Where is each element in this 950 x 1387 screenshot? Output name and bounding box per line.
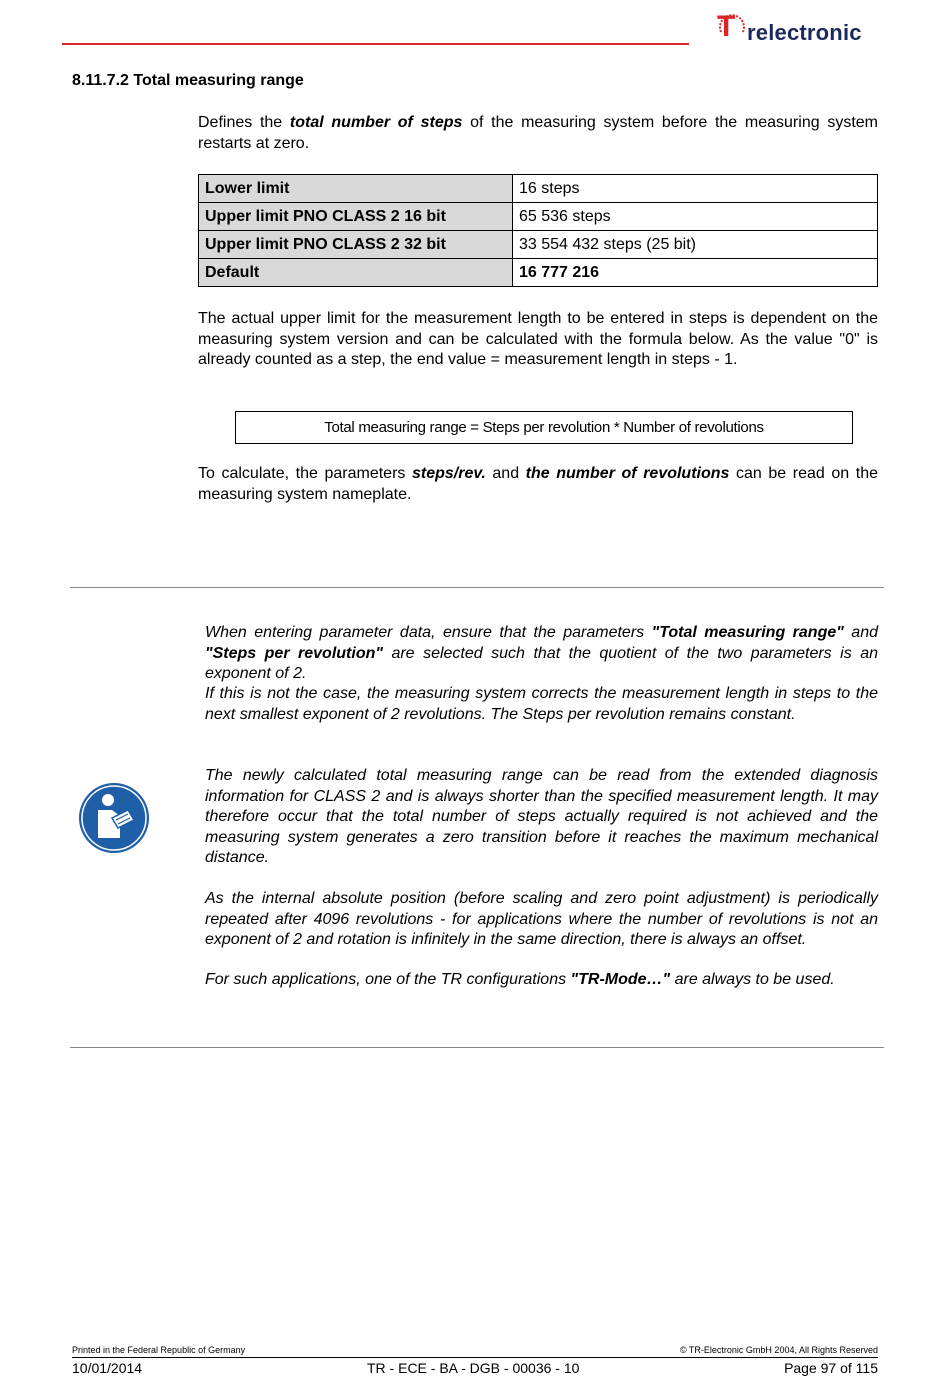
limits-table	[198, 174, 878, 287]
intro-emphasis: total number of steps	[289, 114, 463, 131]
calc-emphasis-steps: steps/rev.	[411, 465, 486, 482]
note-5-bold-tr-mode: "TR-Mode…"	[570, 971, 671, 988]
header-rule	[62, 43, 689, 45]
note-1-bold-total: "Total measuring range"	[651, 624, 844, 641]
footer-doc-id: TR - ECE - BA - DGB - 00036 - 10	[367, 1360, 580, 1376]
section-title: 8.11.7.2 Total measuring range	[72, 72, 304, 89]
intro-text-pre: Defines the	[198, 114, 290, 131]
row-label: Upper limit PNO CLASS 2 16 bit	[199, 203, 513, 231]
intro-text-post: of the measuring system before the measuring system restarts at zero.	[198, 114, 878, 152]
row-label: Upper limit PNO CLASS 2 32 bit	[199, 231, 513, 259]
note-paragraph-5	[205, 970, 878, 991]
table-row	[199, 259, 878, 287]
note-1-text-pre: When entering parameter data, ensure that the parameters	[205, 624, 652, 641]
note-1-text-mid: and	[843, 624, 879, 641]
intro-paragraph	[198, 113, 878, 154]
row-value: 16 steps	[513, 175, 878, 203]
upper-limit-paragraph: The actual upper limit for the measurement length to be entered in steps is dependent on the measuring system version and can be calculated with the formula below. As the value "0" is already counted as a step, the end value = measurement length in steps - 1.	[198, 310, 878, 368]
note-top-rule	[70, 587, 884, 588]
footer-rule	[72, 1357, 878, 1358]
note-paragraph-2: If this is not the case, the measuring system corrects the measurement length in steps to the next smallest exponent of 2 revolutions. The Steps per revolution remains constant.	[205, 685, 878, 723]
note-paragraph-4: As the internal absolute position (before scaling and zero point adjustment) is periodically repeated after 4096 revolutions - for applications where the number of revolutions is not an exponent of 2 and rotation is infinitely in the same direction, there is always an offset.	[205, 890, 878, 948]
row-value: 16 777 216	[513, 259, 878, 287]
row-value: 65 536 steps	[513, 203, 878, 231]
row-label: Lower limit	[199, 175, 513, 203]
footer-date: 10/01/2014	[72, 1360, 143, 1376]
table-row	[199, 203, 878, 231]
footer-page-number: Page 97 of 115	[784, 1360, 878, 1376]
note-5-text-post: are always to be used.	[670, 971, 835, 988]
footer-printed: Printed in the Federal Republic of Germany	[72, 1345, 246, 1355]
note-5-text-pre: For such applications, one of the TR configurations	[205, 971, 571, 988]
note-1-bold-steps: "Steps per revolution"	[205, 644, 383, 662]
note-paragraph-3: The newly calculated total measuring range can be read from the extended diagnosis information for CLASS 2 and is always shorter than the specified measurement length. It may therefore occur that the total number of steps actually required is not achieved and the measuring system generates a zero transition before it reaches the maximum mechanical distance.	[205, 767, 878, 866]
calc-emphasis-revolutions: the number of revolutions	[525, 465, 730, 482]
logo-text: relectronic	[747, 20, 862, 45]
logo-mark: T	[717, 10, 736, 43]
note-1-text-post: are selected such that the quotient of the two parameters is an exponent of 2.	[205, 644, 879, 682]
row-label: Default	[199, 259, 513, 287]
formula-text: Total measuring range = Steps per revolution * Number of revolutions	[324, 419, 764, 436]
calc-text-pre: To calculate, the parameters	[198, 465, 412, 482]
calc-text-post: can be read on the measuring system nameplate.	[198, 465, 879, 503]
tr-electronic-logo	[717, 10, 877, 48]
calc-text-mid: and	[485, 465, 526, 482]
read-manual-icon	[78, 782, 150, 854]
footer-copyright: © TR-Electronic GmbH 2004, All Rights Reserved	[679, 1345, 878, 1355]
note-paragraph-1	[205, 623, 878, 685]
row-value: 33 554 432 steps (25 bit)	[513, 231, 878, 259]
table-row	[199, 175, 878, 203]
formula-box	[235, 411, 853, 444]
note-bottom-rule	[70, 1047, 884, 1048]
table-row	[199, 231, 878, 259]
calc-paragraph	[198, 464, 878, 505]
